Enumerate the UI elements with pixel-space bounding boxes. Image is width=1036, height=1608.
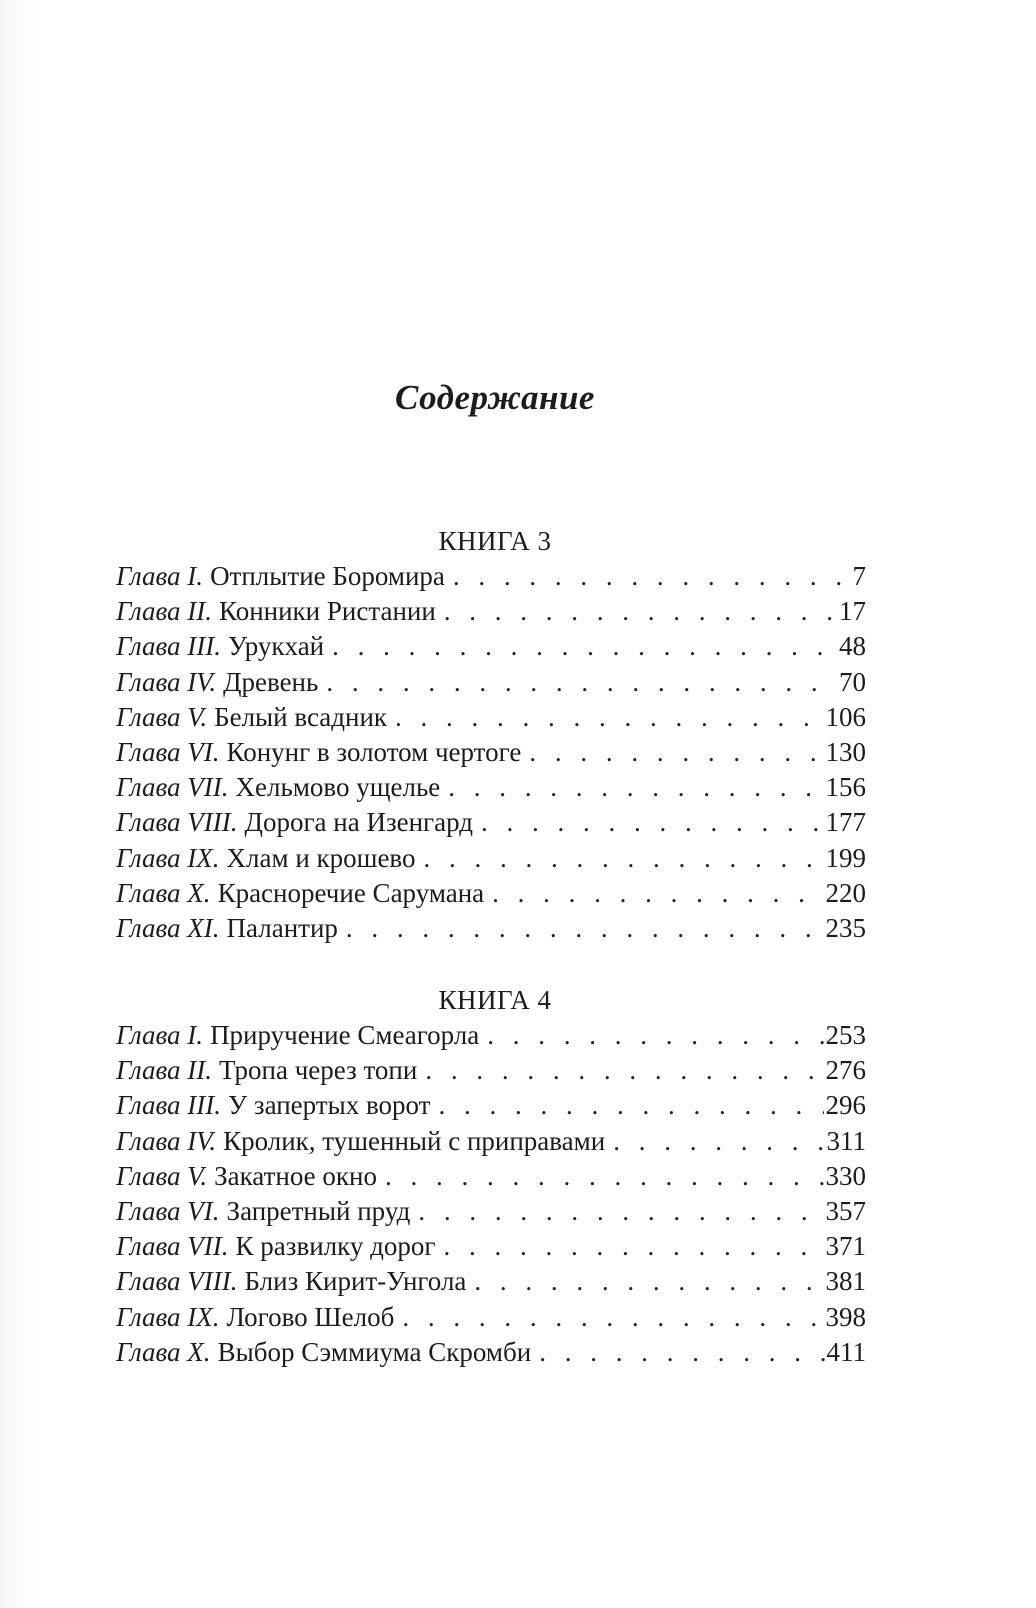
chapter-title: У запертых ворот bbox=[228, 1090, 431, 1121]
chapter-label: Глава VII. bbox=[116, 1231, 229, 1262]
page-number: 17 bbox=[839, 596, 866, 627]
toc-entry bbox=[116, 876, 866, 911]
chapter-title: Близ Кирит-Унгола bbox=[244, 1266, 467, 1297]
toc-entry bbox=[116, 1300, 866, 1335]
dot-leader bbox=[318, 665, 837, 700]
chapter-title: Тропа через топи bbox=[219, 1055, 418, 1086]
toc-entry bbox=[116, 700, 866, 735]
toc-entry bbox=[116, 805, 866, 840]
page-number: 235 bbox=[825, 912, 866, 943]
toc-entry bbox=[116, 1088, 866, 1123]
chapter-label: Глава VIII. bbox=[116, 807, 238, 838]
dot-leader bbox=[430, 1088, 823, 1123]
dot-leader bbox=[445, 559, 851, 594]
chapter-label: Глава X. bbox=[116, 1336, 211, 1367]
page-number: 199 bbox=[825, 842, 866, 873]
book-section bbox=[116, 982, 866, 1370]
chapter-title: Конунг в золотом чертоге bbox=[226, 736, 522, 767]
page-number: 7 bbox=[852, 561, 866, 591]
chapter-title: Закатное окно bbox=[214, 1160, 377, 1191]
dot-leader bbox=[479, 1018, 823, 1053]
page-number: 311 bbox=[826, 1125, 866, 1156]
chapter-label: Глава II. bbox=[116, 596, 213, 627]
chapter-label: Глава I. bbox=[116, 561, 204, 591]
chapter-label: Глава III. bbox=[116, 1090, 222, 1121]
dot-leader bbox=[410, 1194, 823, 1229]
chapter-label: Глава I. bbox=[116, 1020, 204, 1050]
chapter-title: Отплытие Боромира bbox=[210, 561, 445, 591]
chapter-title: Выбор Сэммиума Скромби bbox=[217, 1336, 532, 1367]
page-number: 357 bbox=[825, 1195, 866, 1226]
chapter-title: Хельмово ущелье bbox=[235, 772, 441, 803]
chapter-label: Глава IX. bbox=[116, 842, 220, 873]
page-number: 276 bbox=[825, 1055, 866, 1086]
book-heading: КНИГА 4 bbox=[438, 985, 552, 1015]
dot-leader bbox=[484, 876, 823, 911]
contents-title: Содержание bbox=[395, 378, 595, 417]
chapter-title: Приручение Смеагорла bbox=[210, 1020, 480, 1050]
book-heading: КНИГА 3 bbox=[438, 526, 552, 556]
toc-entry bbox=[116, 1264, 866, 1299]
book-section bbox=[116, 523, 866, 946]
page-number: 106 bbox=[825, 701, 866, 732]
page-number: 296 bbox=[825, 1090, 866, 1121]
dot-leader bbox=[324, 629, 837, 664]
chapter-title: Запретный пруд bbox=[226, 1195, 411, 1226]
chapter-label: Глава X. bbox=[116, 877, 211, 908]
chapter-label: Глава VI. bbox=[116, 736, 220, 767]
page-number: 381 bbox=[825, 1266, 866, 1297]
dot-leader bbox=[440, 770, 823, 805]
chapter-title: Древень bbox=[223, 666, 319, 697]
chapter-label: Глава IV. bbox=[116, 666, 217, 697]
toc-entry bbox=[116, 1335, 866, 1370]
dot-leader bbox=[531, 1335, 824, 1370]
dot-leader bbox=[338, 911, 824, 946]
chapter-label: Глава XI. bbox=[116, 912, 220, 943]
chapter-title: Урукхай bbox=[228, 631, 325, 662]
page-number: 371 bbox=[825, 1231, 866, 1262]
toc-entry bbox=[116, 594, 866, 629]
toc-entry bbox=[116, 1124, 866, 1159]
toc-entry bbox=[116, 841, 866, 876]
chapter-label: Глава VII. bbox=[116, 772, 229, 803]
page-number: 411 bbox=[826, 1336, 866, 1367]
chapter-label: Глава IV. bbox=[116, 1125, 217, 1156]
dot-leader bbox=[394, 1300, 823, 1335]
chapter-title: Логово Шелоб bbox=[226, 1301, 395, 1332]
page-number: 253 bbox=[825, 1020, 866, 1050]
chapter-label: Глава V. bbox=[116, 701, 208, 732]
chapter-label: Глава VI. bbox=[116, 1195, 220, 1226]
chapter-label: Глава V. bbox=[116, 1160, 208, 1191]
toc-entry bbox=[116, 1194, 866, 1229]
dot-leader bbox=[605, 1124, 824, 1159]
toc-entry bbox=[116, 1053, 866, 1088]
toc-entry bbox=[116, 629, 866, 664]
toc-entry bbox=[116, 559, 866, 594]
dot-leader bbox=[473, 805, 824, 840]
dot-leader bbox=[387, 700, 823, 735]
toc-entry bbox=[116, 911, 866, 946]
chapter-title: Кролик, тушенный с приправами bbox=[223, 1125, 606, 1156]
dot-leader bbox=[436, 594, 837, 629]
dot-leader bbox=[466, 1264, 823, 1299]
dot-leader bbox=[377, 1159, 824, 1194]
chapter-label: Глава VIII. bbox=[116, 1266, 238, 1297]
dot-leader bbox=[435, 1229, 823, 1264]
chapter-title: Белый всадник bbox=[214, 701, 388, 732]
dot-leader bbox=[417, 1053, 823, 1088]
toc-entry bbox=[116, 1159, 866, 1194]
chapter-label: Глава IX. bbox=[116, 1301, 220, 1332]
page-number: 398 bbox=[825, 1301, 866, 1332]
chapter-label: Глава III. bbox=[116, 631, 222, 662]
chapter-list bbox=[116, 1018, 866, 1370]
page-number: 156 bbox=[825, 772, 866, 803]
toc-entry bbox=[116, 770, 866, 805]
page-number: 48 bbox=[839, 631, 866, 662]
chapter-label: Глава II. bbox=[116, 1055, 213, 1086]
chapter-title: К развилку дорог bbox=[235, 1231, 436, 1262]
chapter-title: Красноречие Сарумана bbox=[217, 877, 485, 908]
toc-entry bbox=[116, 665, 866, 700]
page-number: 177 bbox=[825, 807, 866, 838]
toc-entry bbox=[116, 1229, 866, 1264]
chapter-title: Дорога на Изенгард bbox=[244, 807, 473, 838]
page-number: 330 bbox=[825, 1160, 866, 1191]
page-number: 130 bbox=[825, 736, 866, 767]
chapter-list bbox=[116, 559, 866, 946]
chapter-title: Хлам и крошево bbox=[226, 842, 416, 873]
chapter-title: Конники Ристании bbox=[219, 596, 436, 627]
dot-leader bbox=[416, 841, 824, 876]
page-number: 220 bbox=[825, 877, 866, 908]
toc-entry bbox=[116, 1018, 866, 1053]
page-number: 70 bbox=[839, 666, 866, 697]
toc-entry bbox=[116, 735, 866, 770]
chapter-title: Палантир bbox=[226, 912, 338, 943]
dot-leader bbox=[521, 735, 823, 770]
